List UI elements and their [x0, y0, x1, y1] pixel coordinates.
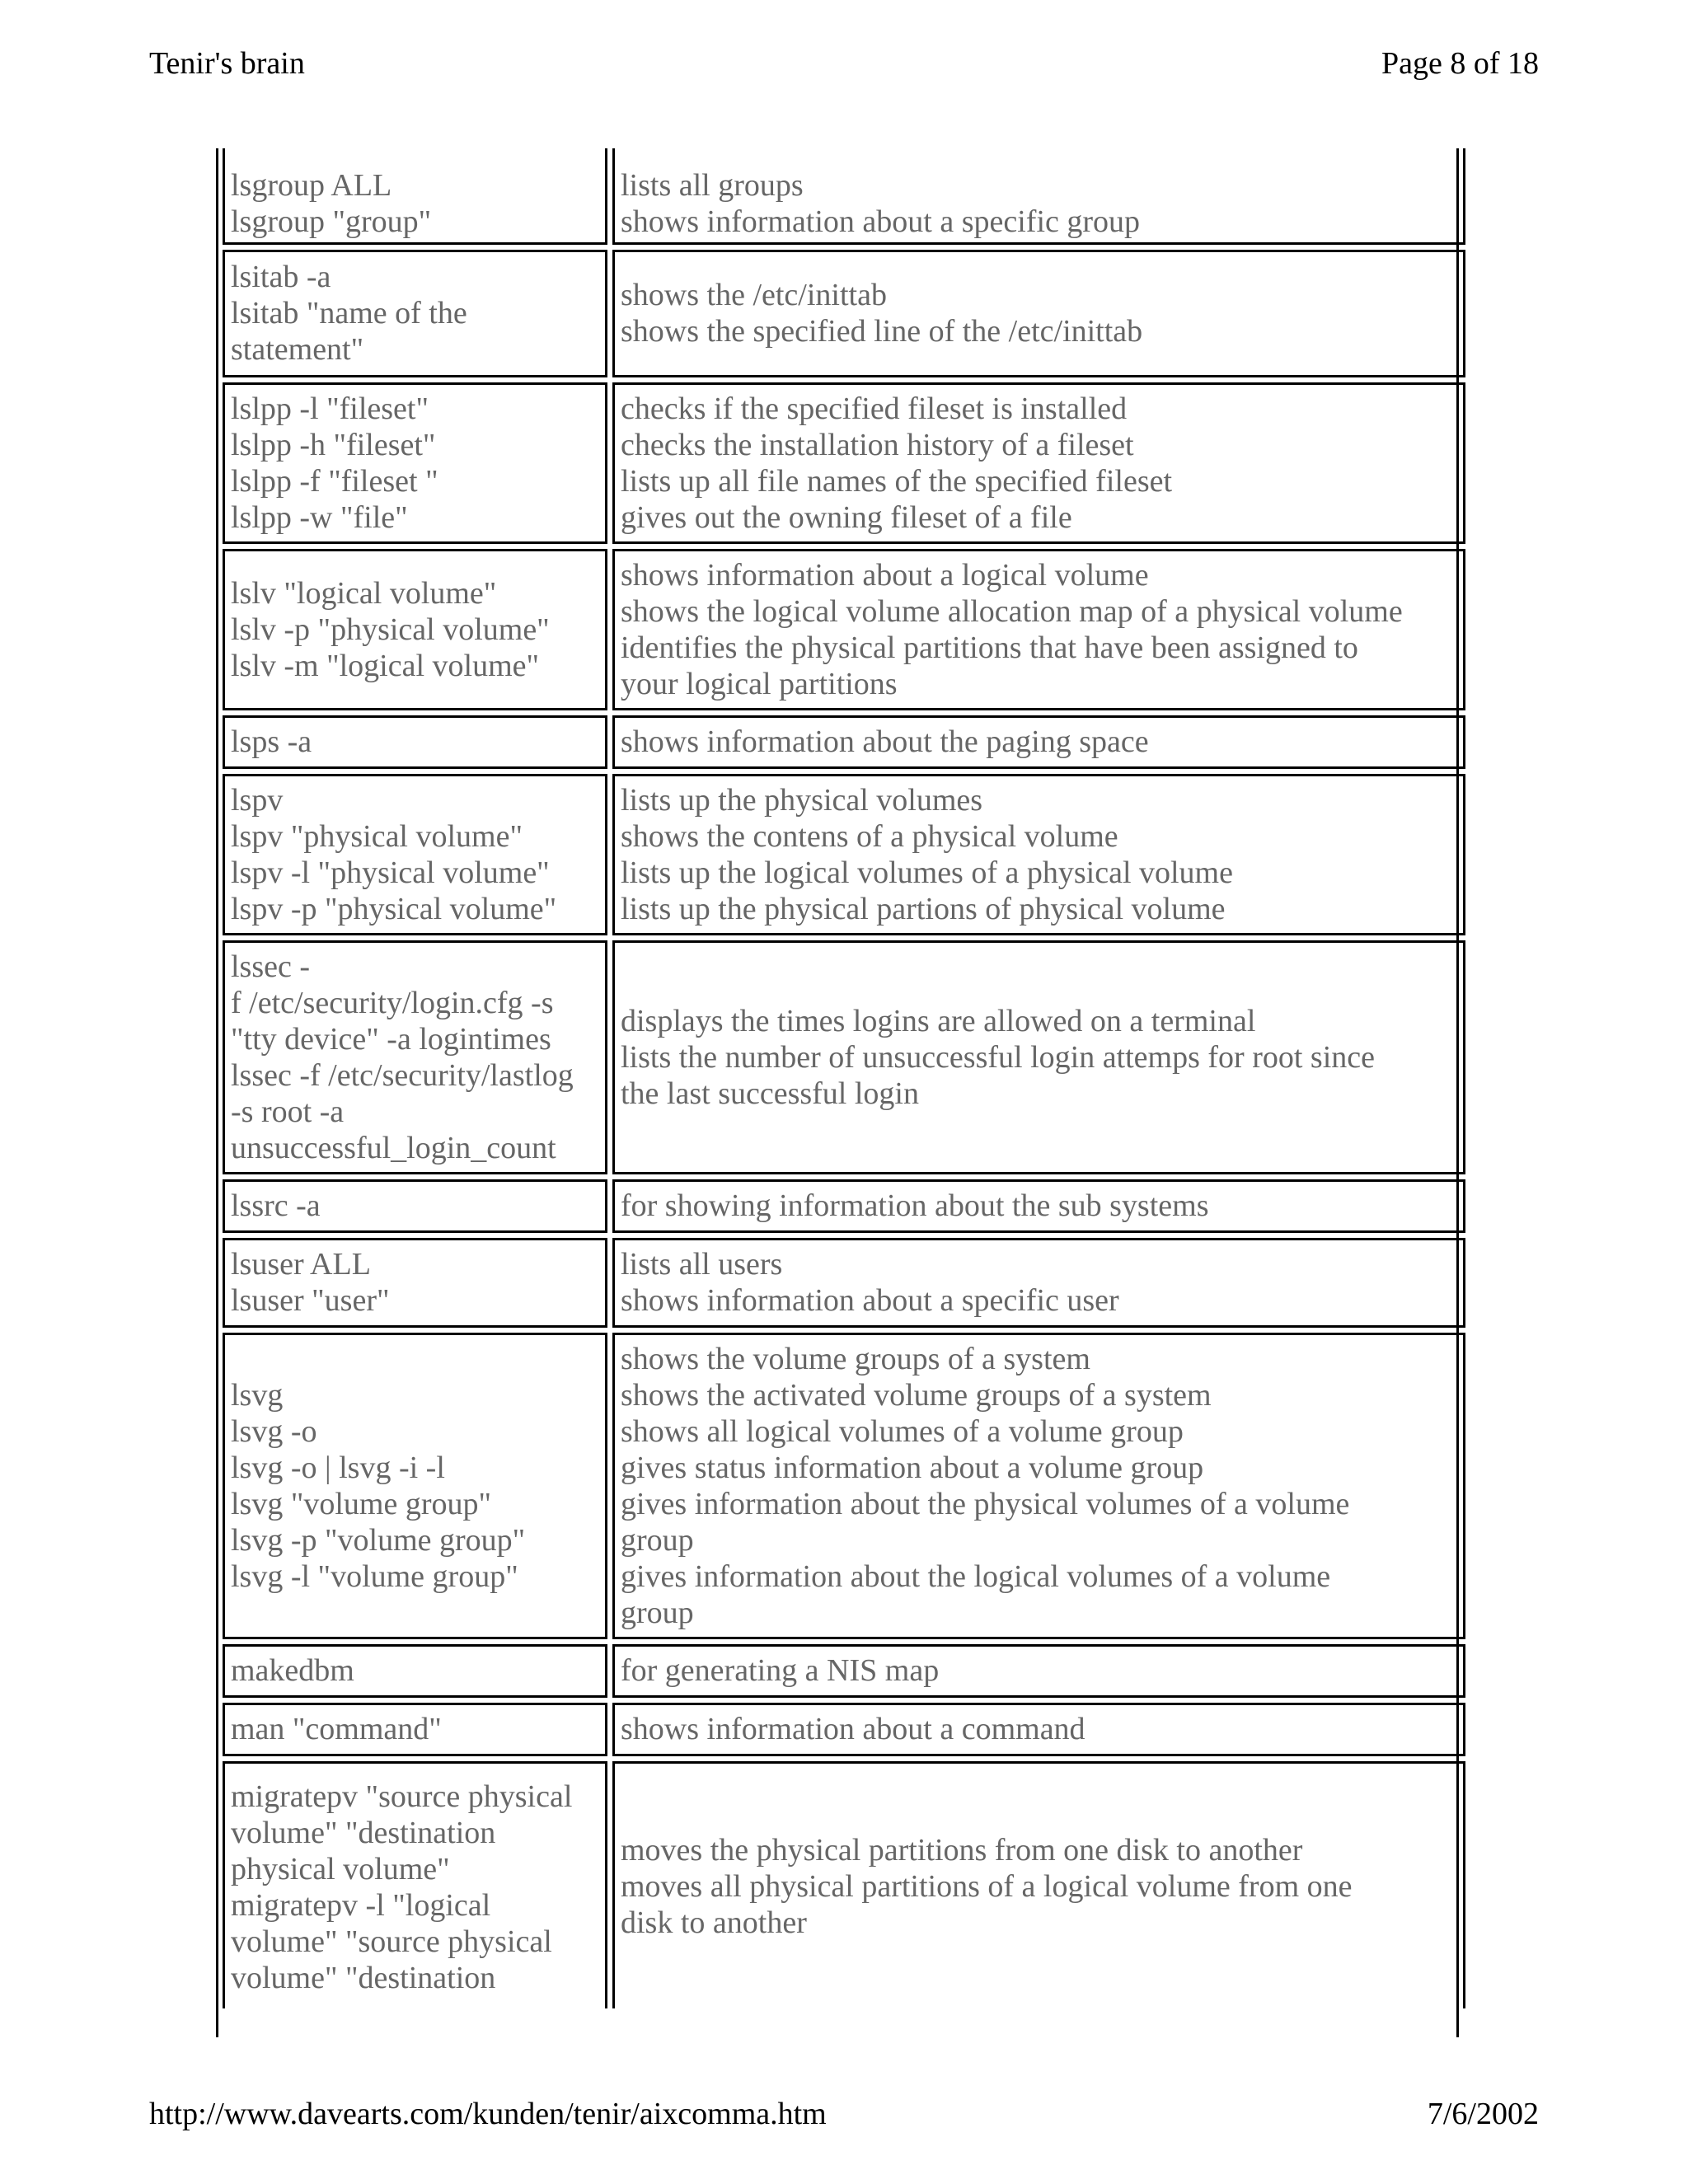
description-cell	[612, 382, 1465, 544]
command-line: lslv -p "physical volume"	[231, 612, 550, 647]
command-line: lslpp -h "fileset"	[231, 427, 436, 462]
description-line: lists up the physical volumes	[621, 782, 983, 818]
description-line: gives out the owning fileset of a file	[621, 499, 1072, 535]
description-line: lists up all file names of the specified fileset	[621, 463, 1173, 499]
description-cell	[612, 774, 1465, 935]
table-row	[223, 1179, 1465, 1233]
description-line: your logical partitions	[621, 666, 898, 701]
description-line: moves all physical partitions of a logical volume from one	[621, 1869, 1353, 1904]
command-table	[223, 148, 1465, 2037]
command-cell	[223, 549, 607, 710]
table-row	[223, 1333, 1465, 1639]
command-line: "tty device" -a logintimes	[231, 1021, 551, 1057]
command-line: migratepv "source physical	[231, 1779, 573, 1814]
description-line: shows the contens of a physical volume	[621, 818, 1118, 854]
description-line: checks the installation history of a fileset	[621, 427, 1134, 462]
table-row	[223, 715, 1465, 769]
command-line: lssec -	[231, 949, 311, 984]
table-row	[223, 148, 1465, 245]
description-line: for generating a NIS map	[621, 1653, 940, 1688]
command-line: lsvg -l "volume group"	[231, 1558, 518, 1594]
table-row	[223, 940, 1465, 1174]
command-line: lslpp -f "fileset "	[231, 463, 438, 499]
description-line: identifies the physical partitions that have been assigned to	[621, 630, 1358, 665]
page-footer-date: 7/6/2002	[1427, 2097, 1539, 2131]
command-line: lsuser "user"	[231, 1283, 390, 1318]
description-line: displays the times logins are allowed on a terminal	[621, 1003, 1256, 1038]
description-line: gives information about the logical volumes of a volume	[621, 1558, 1331, 1594]
command-line: lspv -p "physical volume"	[231, 891, 557, 926]
description-line: shows the logical volume allocation map of a physical volume	[621, 593, 1403, 629]
description-cell	[612, 1179, 1465, 1233]
table-row	[223, 549, 1465, 710]
command-line: lspv	[231, 782, 284, 818]
description-line: shows information about a specific user	[621, 1283, 1119, 1318]
table-row	[223, 774, 1465, 935]
description-cell	[612, 250, 1465, 377]
command-line: lspv -l "physical volume"	[231, 855, 550, 890]
description-line: shows the specified line of the /etc/inittab	[621, 314, 1143, 349]
description-line: lists the number of unsuccessful login attemps for root since	[621, 1039, 1375, 1075]
description-line: the last successful login	[621, 1076, 919, 1111]
command-line: lslv -m "logical volume"	[231, 648, 540, 683]
command-cell	[223, 715, 607, 769]
description-line: moves the physical partitions from one disk to another	[621, 1833, 1303, 1868]
description-cell	[612, 715, 1465, 769]
description-line: checks if the specified fileset is installed	[621, 391, 1128, 426]
page-header-page-number: Page 8 of 18	[1381, 46, 1539, 81]
command-line: makedbm	[231, 1653, 354, 1688]
description-cell	[612, 940, 1465, 1174]
command-line: volume" "source physical	[231, 1924, 552, 1959]
page-footer-url: http://www.davearts.com/kunden/tenir/aixcomma.htm	[149, 2097, 827, 2131]
command-cell	[223, 1644, 607, 1698]
command-line: lssrc -a	[231, 1188, 321, 1223]
command-line: volume" "destination	[231, 1961, 496, 1995]
command-cell	[223, 774, 607, 935]
description-line: lists up the physical partions of physical volume	[621, 891, 1226, 926]
command-cell	[223, 148, 607, 245]
command-line: migratepv -l "logical	[231, 1888, 491, 1923]
description-line: group	[621, 1595, 694, 1630]
description-line: lists up the logical volumes of a physical volume	[621, 855, 1233, 890]
description-line: lists all users	[621, 1247, 783, 1282]
description-line: gives status information about a volume group	[621, 1450, 1204, 1485]
command-line: lslpp -l "fileset"	[231, 391, 429, 426]
description-line: shows information about the paging space	[621, 724, 1149, 759]
table-row	[223, 382, 1465, 544]
command-cell	[223, 1703, 607, 1756]
table-row	[223, 1761, 1465, 2008]
description-cell	[612, 1761, 1465, 2008]
command-line: lsgroup ALL	[231, 168, 392, 203]
table-row	[223, 1644, 1465, 1698]
command-cell	[223, 1238, 607, 1328]
table-row	[223, 1703, 1465, 1756]
description-line: shows all logical volumes of a volume group	[621, 1413, 1184, 1449]
command-cell	[223, 250, 607, 377]
command-cell	[223, 382, 607, 544]
table-row	[223, 250, 1465, 377]
command-line: lsvg -o	[231, 1413, 317, 1449]
description-line: shows information about a specific group	[621, 204, 1141, 239]
command-line: lsitab "name of the	[231, 296, 467, 330]
description-line: for showing information about the sub systems	[621, 1188, 1209, 1223]
description-line: gives information about the physical volumes of a volume	[621, 1486, 1350, 1521]
command-line: volume" "destination	[231, 1816, 496, 1850]
command-line: lsgroup "group"	[231, 204, 432, 239]
description-line: shows the /etc/inittab	[621, 278, 887, 312]
command-line: lsvg -o | lsvg -i -l	[231, 1450, 445, 1485]
command-line: statement"	[231, 332, 364, 367]
description-cell	[612, 1333, 1465, 1639]
command-line: f /etc/security/login.cfg -s	[231, 985, 554, 1020]
command-line: -s root -a	[231, 1094, 345, 1129]
description-line: shows information about a command	[621, 1712, 1085, 1746]
description-line: lists all groups	[621, 168, 804, 203]
description-cell	[612, 1238, 1465, 1328]
command-line: lsvg -p "volume group"	[231, 1522, 526, 1558]
command-cell	[223, 1333, 607, 1639]
command-line: man "command"	[231, 1712, 442, 1746]
command-line: physical volume"	[231, 1852, 450, 1886]
command-line: lsvg	[231, 1377, 284, 1413]
command-line: lsitab -a	[231, 260, 331, 294]
command-line: lsuser ALL	[231, 1247, 371, 1282]
description-line: shows the activated volume groups of a system	[621, 1377, 1212, 1413]
description-line: group	[621, 1522, 694, 1558]
command-cell	[223, 1179, 607, 1233]
command-line: lsvg "volume group"	[231, 1486, 492, 1521]
description-line: shows the volume groups of a system	[621, 1341, 1090, 1376]
description-line: shows information about a logical volume	[621, 557, 1149, 593]
description-cell	[612, 1644, 1465, 1698]
command-cell	[223, 940, 607, 1174]
description-cell	[612, 549, 1465, 710]
description-cell	[612, 148, 1465, 245]
description-cell	[612, 1703, 1465, 1756]
table-row	[223, 1238, 1465, 1328]
table-frame-left-line	[216, 148, 218, 2037]
page-header-title: Tenir's brain	[149, 46, 305, 81]
command-line: lsps -a	[231, 724, 312, 759]
description-line: disk to another	[621, 1905, 807, 1940]
command-line: lssec -f /etc/security/lastlog	[231, 1057, 574, 1093]
command-line: lslpp -w "file"	[231, 499, 408, 535]
command-line: unsuccessful_login_count	[231, 1130, 556, 1165]
command-line: lslv "logical volume"	[231, 575, 497, 611]
command-cell	[223, 1761, 607, 2008]
command-line: lspv "physical volume"	[231, 818, 523, 854]
